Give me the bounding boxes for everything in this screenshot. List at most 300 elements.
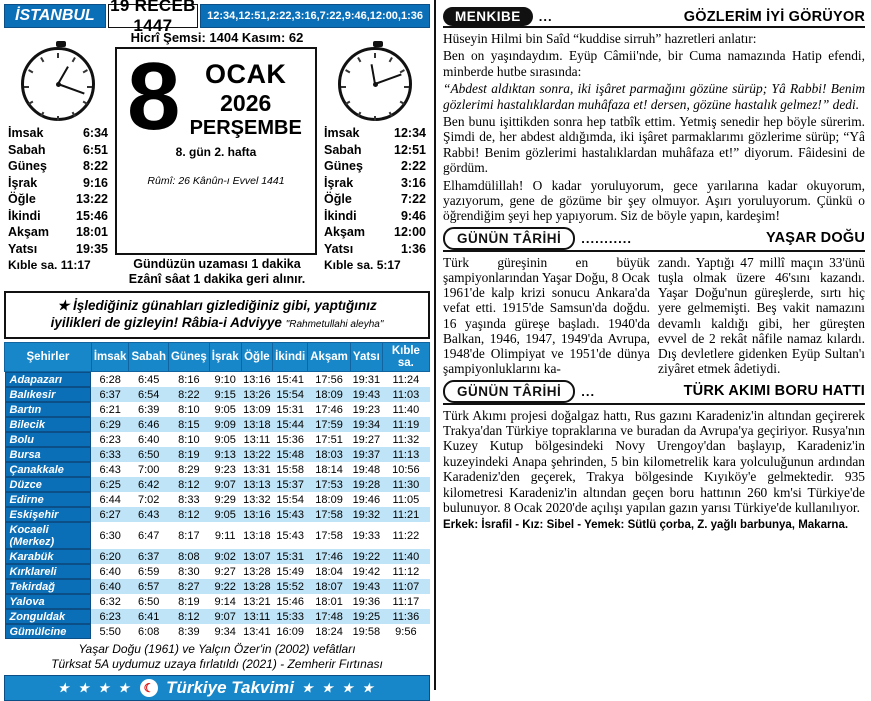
table-cell-time: 19:31 xyxy=(352,373,381,386)
time-row xyxy=(320,191,430,208)
meal-value: Sütlü çorba, Z. yağlı barbunya, Makarna. xyxy=(627,519,849,532)
time-row xyxy=(320,158,430,175)
footnotes xyxy=(4,642,430,672)
table-row xyxy=(5,477,430,492)
table-cell-time: 9:23 xyxy=(214,463,236,476)
table-cell-time: 18:24 xyxy=(315,625,343,638)
table-cell-time: 15:33 xyxy=(276,610,304,623)
table-cell-time: 13:21 xyxy=(243,595,271,608)
brand-name: Türkiye Takvimi xyxy=(166,678,294,697)
rule-under-menkibe xyxy=(443,26,865,28)
table-cell-time: 7:02 xyxy=(138,493,160,506)
table-cell-time: 18:01 xyxy=(315,595,343,608)
time-row xyxy=(4,208,112,225)
table-cell-city: Bartın xyxy=(5,402,92,417)
col-header-gunes: Güneş xyxy=(168,343,209,372)
ezani-badge: 12:34,12:51,2:22,3:16,7:22,9:46,12:00,1:36 xyxy=(200,4,430,28)
time-label: İmsak xyxy=(8,126,44,140)
menkibe-article xyxy=(443,31,865,224)
day-note-1: Gündüzün uzaması 1 dakika xyxy=(133,257,301,271)
section-dots: ... xyxy=(581,383,596,399)
stars-left: ★ ★ ★ ★ xyxy=(58,681,133,695)
table-cell-time: 6:50 xyxy=(138,595,160,608)
table-cell-time: 19:46 xyxy=(352,493,381,506)
time-value: 13:22 xyxy=(76,192,108,206)
analog-clock-icon xyxy=(21,47,95,121)
time-label: Yatsı xyxy=(8,241,38,256)
table-cell-city: Adapazarı xyxy=(5,372,92,387)
table-cell-time: 19:22 xyxy=(352,550,381,563)
table-cell-city: Düzce xyxy=(5,477,92,492)
table-cell-city: Bilecik xyxy=(5,417,92,432)
table-cell-time: 6:08 xyxy=(138,625,160,638)
table-cell-time: 18:03 xyxy=(315,448,343,461)
table-cell-time: 19:36 xyxy=(352,595,381,608)
rule-under-tarih-1 xyxy=(443,250,865,252)
clock-left-wrap xyxy=(4,47,112,121)
table-cell-time: 18:09 xyxy=(315,388,343,401)
table-cell-time: 9:34 xyxy=(214,625,236,638)
girl-name-label: Kız: xyxy=(522,519,544,532)
table-cell-time: 15:43 xyxy=(276,508,304,521)
time-label: Güneş xyxy=(324,159,363,173)
table-row xyxy=(5,579,430,594)
table-cell-time: 15:46 xyxy=(276,595,304,608)
table-cell-qibla: 11:05 xyxy=(392,493,420,506)
time-label: İmsak xyxy=(324,126,360,140)
table-header-row xyxy=(5,343,430,372)
table-cell-time: 13:18 xyxy=(243,529,271,542)
time-value: 8:22 xyxy=(82,159,108,173)
table-cell-city: Tekirdağ xyxy=(5,579,92,594)
table-cell-time: 6:42 xyxy=(138,478,160,491)
time-value: 12:34 xyxy=(394,126,426,140)
table-cell-time: 13:11 xyxy=(243,610,271,623)
table-cell-time: 13:16 xyxy=(243,373,271,386)
table-cell-time: 6:21 xyxy=(99,403,121,416)
table-cell-time: 19:43 xyxy=(352,580,381,593)
table-cell-time: 19:42 xyxy=(352,565,381,578)
time-row xyxy=(320,208,430,225)
time-label: İşrak xyxy=(324,175,354,190)
table-cell-time: 8:10 xyxy=(178,433,200,446)
menkibe-p4: Ben bunu işittikden sonra hep tatbîk ettim. Yetmiş senedir hep böyle sürerim. Şimdi de, her abdest aldığımda, iki işâret parmaklarımı gözlerime sürüp; “Yâ Rabbi! Benim gözlerimi hastalıklardan muhâfaza et!” diyorum. Fâidesini de gördüm. xyxy=(443,114,865,176)
table-cell-time: 18:04 xyxy=(315,565,343,578)
turk-akimi-article xyxy=(443,408,865,516)
table-cell-time: 13:11 xyxy=(243,433,271,446)
col-header-yatsi: Yatsı xyxy=(350,343,382,372)
table-cell-qibla: 11:12 xyxy=(392,565,420,578)
table-cell-time: 9:07 xyxy=(214,610,236,623)
top-bar xyxy=(4,0,430,35)
time-value: 3:16 xyxy=(400,175,426,190)
bottom-info-line: Erkek: İsrafil - Kız: Sibel - Yemek: Sütlü çorba, Z. yağlı barbunya, Makarna. xyxy=(443,519,849,532)
meal-label: Yemek: xyxy=(584,519,625,532)
section-title-turk-akimi: TÜRK AKIMI BORU HATTI xyxy=(683,383,865,399)
table-row xyxy=(5,402,430,417)
time-label: İkindi xyxy=(324,208,357,223)
mahalli-time-list xyxy=(4,125,112,257)
table-cell-time: 6:23 xyxy=(99,610,121,623)
table-cell-qibla: 11:17 xyxy=(392,595,420,608)
table-cell-time: 9:11 xyxy=(214,529,236,542)
girl-name-value: Sibel xyxy=(546,519,575,532)
table-cell-time: 8:12 xyxy=(178,508,200,521)
day-box xyxy=(115,43,317,255)
table-cell-city: Bolu xyxy=(5,432,92,447)
yasar-dogu-article xyxy=(443,255,865,377)
table-cell-qibla: 11:07 xyxy=(392,580,420,593)
qibla-time-left: Kıble sa. 11:17 xyxy=(8,258,91,272)
table-cell-city: Edirne xyxy=(5,492,92,507)
time-value: 18:01 xyxy=(76,225,108,239)
turk-akimi-body: Türk Akımı projesi doğalgaz hattı, Rus gazını Karadeniz'in altından geçirerek Trakya'dan Türkiye topraklarına ve buradan da Avrupa'ya geçiriyor. Rusya'nın Kuzey Kutup bölgesindeki Novy Urengoy'dan başlayıp, Karadeniz'in kuzeyindeki Anapa şehrinden, 5 bin kilometrelik kara yolculuğunun ardından Karadeniz'den geçerek, Trakya bölgesinde Kıyıköy'e gelmektedir. 935 kilometresi Karadeniz'in altından geçen boru hattının 260 km'si Türkiye'de bulunuyor. 8 Ocak 2020'de açılışı yapılan gazın yarısı Türkiye'de kullanılıyor. xyxy=(443,407,865,515)
table-cell-time: 15:54 xyxy=(276,493,304,506)
table-cell-city: Kırklareli xyxy=(5,564,92,579)
table-cell-time: 15:58 xyxy=(276,463,304,476)
menkibe-p5: Elhamdülillah! O kadar yoruluyorum, gece yarılarına kadar okuyorum, yazıyorum, gene de gözüme bir şey olmuyor. Aşırı yoruluyorum. Çünkü o öğrendiğim şeyi hep yapıyorum. Siz de böyle yapın, kardeşim! xyxy=(443,177,865,224)
table-cell-time: 6:32 xyxy=(99,595,121,608)
table-cell-time: 8:17 xyxy=(178,529,200,542)
table-cell-time: 8:10 xyxy=(178,403,200,416)
year: 2026 xyxy=(220,90,272,116)
city-times-table xyxy=(4,342,430,639)
table-row xyxy=(5,507,430,522)
table-cell-time: 13:32 xyxy=(243,493,271,506)
table-cell-time: 8:19 xyxy=(178,448,200,461)
section-header-tarih-1 xyxy=(443,227,865,250)
time-value: 7:22 xyxy=(400,192,426,206)
time-value: 12:00 xyxy=(394,225,426,239)
section-title-yasar-dogu: YAŞAR DOĞU xyxy=(766,230,865,247)
table-cell-city: Balıkesir xyxy=(5,387,92,402)
table-cell-time: 15:31 xyxy=(276,550,304,563)
table-cell-time: 13:31 xyxy=(243,463,271,476)
table-cell-time: 17:46 xyxy=(315,550,343,563)
table-cell-qibla: 11:03 xyxy=(392,388,420,401)
table-cell-time: 19:32 xyxy=(352,508,381,521)
table-cell-time: 17:51 xyxy=(315,433,343,446)
table-cell-time: 8:22 xyxy=(178,388,200,401)
table-row xyxy=(5,372,430,388)
table-cell-time: 17:48 xyxy=(315,610,343,623)
col-header-sabah: Sabah xyxy=(129,343,169,372)
table-cell-time: 6:41 xyxy=(138,610,160,623)
table-row xyxy=(5,624,430,639)
table-cell-time: 15:31 xyxy=(276,403,304,416)
time-row xyxy=(4,224,112,241)
section-header-menkibe xyxy=(443,7,865,26)
table-cell-time: 19:23 xyxy=(352,403,381,416)
table-cell-time: 8:12 xyxy=(178,610,200,623)
table-cell-time: 15:49 xyxy=(276,565,304,578)
table-cell-time: 9:15 xyxy=(214,388,236,401)
quote-box xyxy=(4,291,430,339)
section-badge-menkibe: MENKIBE xyxy=(443,7,533,26)
table-cell-time: 6:43 xyxy=(99,463,121,476)
table-row xyxy=(5,462,430,477)
footnote-1: Yaşar Doğu (1961) ve Yalçın Özer'in (2002) vefâtları xyxy=(78,642,356,656)
col-header-ikindi: İkindi xyxy=(273,343,308,372)
time-value: 15:46 xyxy=(76,208,108,223)
table-cell-time: 17:58 xyxy=(315,529,343,542)
time-label: Öğle xyxy=(8,192,36,206)
week-info: 8. gün 2. hafta xyxy=(175,145,257,159)
ezani-time-list xyxy=(320,125,430,257)
table-cell-time: 13:09 xyxy=(243,403,271,416)
table-cell-time: 9:05 xyxy=(214,508,236,521)
crescent-logo-icon: ☾ xyxy=(140,679,158,697)
table-cell-time: 13:28 xyxy=(243,565,271,578)
table-cell-time: 13:07 xyxy=(243,550,271,563)
table-cell-qibla: 11:22 xyxy=(392,529,420,542)
time-label: Sabah xyxy=(8,142,46,157)
section-dots: ........... xyxy=(581,230,632,246)
quote-source: "Rahmetullahi aleyha" xyxy=(285,319,384,330)
table-cell-time: 7:00 xyxy=(138,463,160,476)
time-row xyxy=(320,142,430,159)
time-label: Akşam xyxy=(324,225,365,239)
section-dots: ... xyxy=(538,9,553,24)
table-cell-city: Kocaeli (Merkez) xyxy=(5,522,92,549)
table-cell-time: 6:45 xyxy=(138,373,160,386)
table-cell-time: 13:41 xyxy=(243,625,271,638)
table-cell-time: 6:50 xyxy=(138,448,160,461)
table-row xyxy=(5,492,430,507)
month-name: OCAK xyxy=(204,59,287,89)
footnote-2: Türksat 5A uydumuz uzaya fırlatıldı (2021) - Zemherir Fırtınası xyxy=(51,657,383,671)
table-row xyxy=(5,594,430,609)
table-cell-time: 13:28 xyxy=(243,580,271,593)
time-row xyxy=(320,125,430,142)
table-cell-time: 6:47 xyxy=(138,529,160,542)
table-cell-time: 9:13 xyxy=(214,448,236,461)
table-cell-time: 6:33 xyxy=(99,448,121,461)
table-row xyxy=(5,609,430,624)
time-value: 9:46 xyxy=(400,208,426,223)
section-badge-tarih-2: GÜNÜN TÂRİHİ xyxy=(443,380,575,403)
table-cell-time: 9:29 xyxy=(214,493,236,506)
table-cell-time: 15:52 xyxy=(276,580,304,593)
table-cell-time: 5:50 xyxy=(99,625,121,638)
table-cell-time: 6:30 xyxy=(99,529,121,542)
yasar-dogu-col-2: zandı. Yaptığı 47 millî maçın 33'ünü tuşla olmak üzere 46'sını kazandı. Yaşar Doğu'nun güreşlerde, sırtı hiç yere gelmemişti. Beş vakit namazını devamlı kaldığı gibi, her güreşten evvel de 2 rekât nâfile namaz kılardı. Dış devletlere gidenken Eyüp Sultan'ı ziyâret etmek âdetiydi. xyxy=(658,254,865,377)
table-cell-qibla: 11:13 xyxy=(392,448,420,461)
table-cell-time: 6:40 xyxy=(138,433,160,446)
hijri-date: 19 RECEB 1447 xyxy=(108,4,198,28)
table-cell-city: Bursa xyxy=(5,447,92,462)
day-note-2: Ezânî sâat 1 dakika geri alınır. xyxy=(128,272,306,286)
time-row xyxy=(4,125,112,142)
analog-clock-icon xyxy=(338,47,412,121)
table-cell-time: 6:59 xyxy=(138,565,160,578)
time-value: 6:51 xyxy=(82,142,108,157)
section-header-tarih-2 xyxy=(443,380,865,403)
boy-name-label: Erkek: xyxy=(443,519,479,532)
table-cell-time: 6:37 xyxy=(138,550,160,563)
weekday: PERŞEMBE xyxy=(189,117,302,139)
table-cell-time: 6:39 xyxy=(138,403,160,416)
table-cell-city: Karabük xyxy=(5,549,92,564)
table-row xyxy=(5,447,430,462)
table-cell-time: 9:05 xyxy=(214,433,236,446)
table-row xyxy=(5,417,430,432)
table-cell-qibla: 11:32 xyxy=(392,433,420,446)
left-page xyxy=(0,0,434,697)
table-cell-time: 9:10 xyxy=(214,373,236,386)
table-cell-time: 19:37 xyxy=(352,448,381,461)
table-cell-time: 19:28 xyxy=(352,478,381,491)
clock-right-wrap xyxy=(320,47,430,121)
table-cell-time: 9:07 xyxy=(214,478,236,491)
table-cell-time: 13:13 xyxy=(243,478,271,491)
table-cell-time: 9:14 xyxy=(214,595,236,608)
table-cell-time: 6:27 xyxy=(99,508,121,521)
table-cell-qibla: 11:40 xyxy=(392,403,420,416)
table-cell-time: 6:44 xyxy=(99,493,121,506)
table-cell-qibla: 11:40 xyxy=(392,550,420,563)
table-cell-time: 15:37 xyxy=(276,478,304,491)
table-cell-qibla: 11:24 xyxy=(392,373,420,386)
section-title-menkibe: GÖZLERİM İYİ GÖRÜYOR xyxy=(683,8,865,25)
table-cell-qibla: 11:21 xyxy=(392,508,420,521)
table-cell-qibla: 11:36 xyxy=(392,610,420,623)
col-header-imsak: İmsak xyxy=(91,343,129,372)
table-cell-time: 9:22 xyxy=(214,580,236,593)
table-cell-time: 8:19 xyxy=(178,595,200,608)
time-label: Güneş xyxy=(8,159,47,173)
yasar-dogu-col-1: Türk güreşinin en büyük şampiyonlarından Yaşar Doğu, 8 Ocak 1961'de kalp krizi sonucu Ankara'da vefat etti. 1915'de Samsun'da doğdu. 16 yaşında güreşe başladı. 1940'da Balkan, 1946, 1947, 1949'da Avrupa, 1948'de Olimpiyat ve 1951'de dünya şampiyonluklarını ka- xyxy=(443,254,650,377)
table-cell-time: 17:59 xyxy=(315,418,343,431)
table-cell-time: 8:39 xyxy=(178,625,200,638)
table-cell-time: 8:33 xyxy=(178,493,200,506)
table-cell-time: 19:33 xyxy=(352,529,381,542)
table-cell-time: 15:44 xyxy=(276,418,304,431)
table-cell-time: 6:43 xyxy=(138,508,160,521)
table-cell-time: 13:16 xyxy=(243,508,271,521)
table-cell-time: 16:09 xyxy=(276,625,304,638)
time-value: 19:35 xyxy=(76,241,108,256)
menkibe-p1: Hüseyin Hilmi bin Saîd “kuddise sirruh” hazretleri anlatır: xyxy=(443,31,757,46)
table-cell-time: 8:16 xyxy=(178,373,200,386)
time-value: 6:34 xyxy=(82,126,108,140)
table-cell-time: 19:58 xyxy=(352,625,381,638)
table-cell-time: 9:09 xyxy=(214,418,236,431)
time-row xyxy=(4,241,112,258)
table-cell-time: 17:46 xyxy=(315,403,343,416)
table-cell-city: Çanakkale xyxy=(5,462,92,477)
mahalli-times xyxy=(4,47,112,272)
table-cell-time: 18:09 xyxy=(315,493,343,506)
table-row xyxy=(5,432,430,447)
table-cell-time: 8:27 xyxy=(178,580,200,593)
quote-line-2: iyilikleri de gizleyin! Râbia-i Adviyye xyxy=(50,315,282,330)
day-number: 8 xyxy=(127,43,177,150)
table-cell-time: 13:18 xyxy=(243,418,271,431)
qibla-time-right: Kıble sa. 5:17 xyxy=(324,258,401,272)
time-row xyxy=(4,191,112,208)
table-cell-time: 6:29 xyxy=(99,418,121,431)
table-cell-time: 9:27 xyxy=(214,565,236,578)
boy-name-value: İsrafil xyxy=(481,519,513,532)
table-cell-time: 19:43 xyxy=(352,388,381,401)
time-label: İkindi xyxy=(8,208,41,223)
table-cell-city: Zonguldak xyxy=(5,609,92,624)
table-cell-time: 15:48 xyxy=(276,448,304,461)
table-cell-qibla: 11:19 xyxy=(392,418,420,431)
table-row xyxy=(5,549,430,564)
time-row xyxy=(320,241,430,258)
rule-under-tarih-2 xyxy=(443,403,865,405)
table-cell-time: 15:43 xyxy=(276,529,304,542)
table-cell-time: 19:25 xyxy=(352,610,381,623)
table-cell-time: 6:23 xyxy=(99,433,121,446)
table-cell-city: Gümülcine xyxy=(5,624,92,639)
table-cell-qibla: 11:30 xyxy=(392,478,420,491)
table-cell-time: 15:36 xyxy=(276,433,304,446)
brand-bar xyxy=(4,675,430,701)
table-cell-time: 15:54 xyxy=(276,388,304,401)
table-cell-time: 6:57 xyxy=(138,580,160,593)
table-cell-time: 6:25 xyxy=(99,478,121,491)
table-cell-time: 18:14 xyxy=(315,463,343,476)
table-cell-time: 8:08 xyxy=(178,550,200,563)
time-row xyxy=(320,175,430,192)
time-row xyxy=(4,158,112,175)
time-label: Akşam xyxy=(8,225,49,239)
time-value: 9:16 xyxy=(82,175,108,190)
table-cell-time: 17:53 xyxy=(315,478,343,491)
table-cell-time: 19:27 xyxy=(352,433,381,446)
table-cell-time: 6:37 xyxy=(99,388,121,401)
table-cell-time: 13:26 xyxy=(243,388,271,401)
table-cell-time: 17:56 xyxy=(315,373,343,386)
time-row xyxy=(4,175,112,192)
table-cell-time: 6:46 xyxy=(138,418,160,431)
table-cell-time: 9:02 xyxy=(214,550,236,563)
table-cell-time: 6:20 xyxy=(99,550,121,563)
table-cell-time: 9:05 xyxy=(214,403,236,416)
month-column xyxy=(176,51,315,143)
table-cell-time: 8:29 xyxy=(178,463,200,476)
col-header-israk: İşrak xyxy=(209,343,241,372)
table-cell-time: 17:58 xyxy=(315,508,343,521)
right-page xyxy=(437,0,871,690)
quote-line-1: ★ İşlediğiniz günahları gizlediğiniz gibi, yaptığınız xyxy=(57,298,377,313)
table-row xyxy=(5,387,430,402)
table-cell-time: 18:07 xyxy=(315,580,343,593)
time-value: 12:51 xyxy=(394,142,426,157)
table-cell-time: 19:48 xyxy=(352,463,381,476)
table-cell-time: 15:41 xyxy=(276,373,304,386)
table-cell-time: 8:30 xyxy=(178,565,200,578)
table-cell-time: 6:54 xyxy=(138,388,160,401)
rumi-date: Rûmî: 26 Kânûn-ı Evvel 1441 xyxy=(147,175,285,187)
table-cell-time: 8:12 xyxy=(178,478,200,491)
table-cell-time: 6:40 xyxy=(99,565,121,578)
time-label: Öğle xyxy=(324,192,352,206)
menkibe-p2: Ben on yaşındaydım. Eyüp Câmii'nde, bir Cuma namazında Hatip efendi, minberde hutbe sırasında: xyxy=(443,48,865,79)
table-cell-time: 13:22 xyxy=(243,448,271,461)
time-value: 2:22 xyxy=(400,159,426,173)
table-cell-city: Yalova xyxy=(5,594,92,609)
table-body xyxy=(5,372,430,640)
col-header-ogle: Öğle xyxy=(241,343,273,372)
time-label: Yatsı xyxy=(324,241,354,256)
hijri-solar-line: Hicrî Şemsi: 1404 Kasım: 62 xyxy=(130,30,304,45)
stars-right: ★ ★ ★ ★ xyxy=(301,681,376,695)
ezani-times xyxy=(320,47,430,272)
